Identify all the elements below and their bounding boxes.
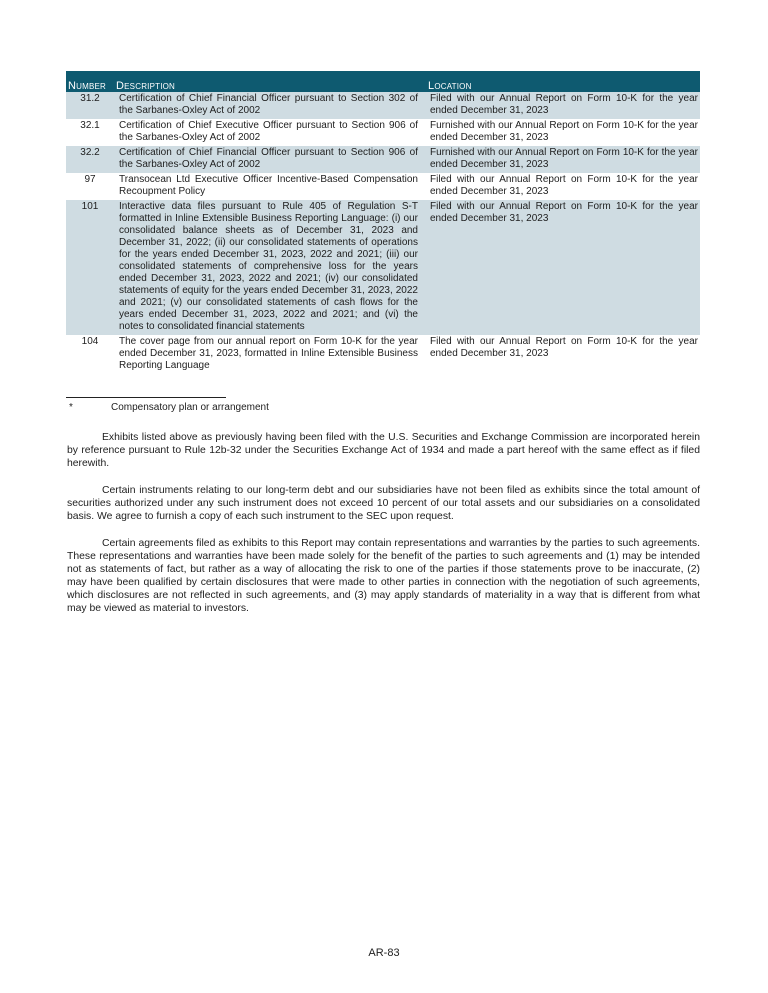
exhibit-description: Interactive data files pursuant to Rule 405 of Regulation S-T formatted in Inline Extensible Business Reporting Language: (i) our consolidated balance sheets as of December 31, 2023 and December 31, 2022; (ii) our consolidated statements of operations for the years ended December 31, 2023, 2022 and 2021; (iii) our consolidated statements of comprehensive loss for the years ended December 31, 2023, 2022 and 2021; (iv) our consolidated statements of equity for the years ended December 31, 2023, 2022 and 2021; (v) our consolidated statements of cash flows for the years ended December 31, 2023, 2022 and 2021; and (vi) the notes to consolidated financial statements	[114, 200, 426, 335]
table-row	[66, 92, 700, 119]
header-number: Number	[66, 71, 114, 92]
table-row	[66, 335, 700, 374]
footnote	[69, 402, 269, 414]
exhibit-number: 32.1	[80, 120, 100, 131]
table-row	[66, 173, 700, 200]
exhibit-number: 101	[66, 200, 114, 335]
table-row	[66, 119, 700, 146]
table-header-row	[66, 71, 700, 92]
paragraph-incorporation: Exhibits listed above as previously having been filed with the U.S. Securities and Exchange Commission are incorporated herein by reference pursuant to Rule 12b-32 under the Securities Exchange Act of 1934 and made a part hereof with the same effect as if filed herewith.	[67, 432, 700, 469]
exhibit-number: 97	[84, 174, 96, 185]
paragraph-agreements: Certain agreements filed as exhibits to this Report may contain representations and warranties by the parties to such agreements. These representations and warranties have been made solely for the benefit of the parties to such agreements and (1) may be intended not as statements of fact, but rather as a way of allocating the risk to one of the parties if those statements prove to be inaccurate, (2) may have been qualified by certain disclosures that were made to other parties in connection with the negotiation of such agreements, which disclosures are not reflected in such agreements, and (3) may apply standards of materiality in a way that is different from what may be viewed as material to investors.	[67, 538, 700, 614]
header-location: Location	[426, 71, 700, 92]
exhibit-location: Furnished with our Annual Report on Form 10-K for the year ended December 31, 2023	[430, 120, 698, 143]
exhibits-table	[66, 71, 700, 374]
exhibit-description: The cover page from our annual report on Form 10-K for the year ended December 31, 2023, formatted in Inline Extensible Business Reporting Language	[119, 336, 418, 371]
exhibit-number: 31.2	[66, 92, 114, 119]
exhibit-number: 104	[81, 336, 99, 347]
exhibit-location: Filed with our Annual Report on Form 10-K for the year ended December 31, 2023	[426, 92, 700, 119]
paragraph-long-term-debt: Certain instruments relating to our long-term debt and our subsidiaries have not been filed as exhibits since the total amount of securities authorized under any such instrument does not exceed 10 percent of our total assets and our subsidiaries on a consolidated basis. We agree to furnish a copy of each such instrument to the SEC upon request.	[67, 485, 700, 522]
header-description: Description	[114, 71, 426, 92]
exhibit-location: Furnished with our Annual Report on Form 10-K for the year ended December 31, 2023	[426, 146, 700, 173]
exhibit-description: Certification of Chief Executive Officer pursuant to Section 906 of the Sarbanes-Oxley Act of 2002	[119, 120, 418, 143]
table-row	[66, 146, 700, 173]
exhibit-description: Certification of Chief Financial Officer pursuant to Section 906 of the Sarbanes-Oxley Act of 2002	[114, 146, 426, 173]
exhibit-description: Transocean Ltd Executive Officer Incentive-Based Compensation Recoupment Policy	[119, 174, 418, 197]
footnote-divider	[66, 397, 226, 398]
page-number: AR-83	[368, 947, 400, 959]
exhibit-location: Filed with our Annual Report on Form 10-K for the year ended December 31, 2023	[426, 200, 700, 335]
footnote-mark: *	[69, 402, 73, 413]
exhibit-location: Filed with our Annual Report on Form 10-K for the year ended December 31, 2023	[430, 336, 698, 359]
exhibit-description: Certification of Chief Financial Officer pursuant to Section 302 of the Sarbanes-Oxley Act of 2002	[114, 92, 426, 119]
exhibit-number: 32.2	[66, 146, 114, 173]
table-row	[66, 200, 700, 335]
exhibit-location: Filed with our Annual Report on Form 10-K for the year ended December 31, 2023	[430, 174, 698, 197]
footnote-text: Compensatory plan or arrangement	[111, 402, 269, 413]
